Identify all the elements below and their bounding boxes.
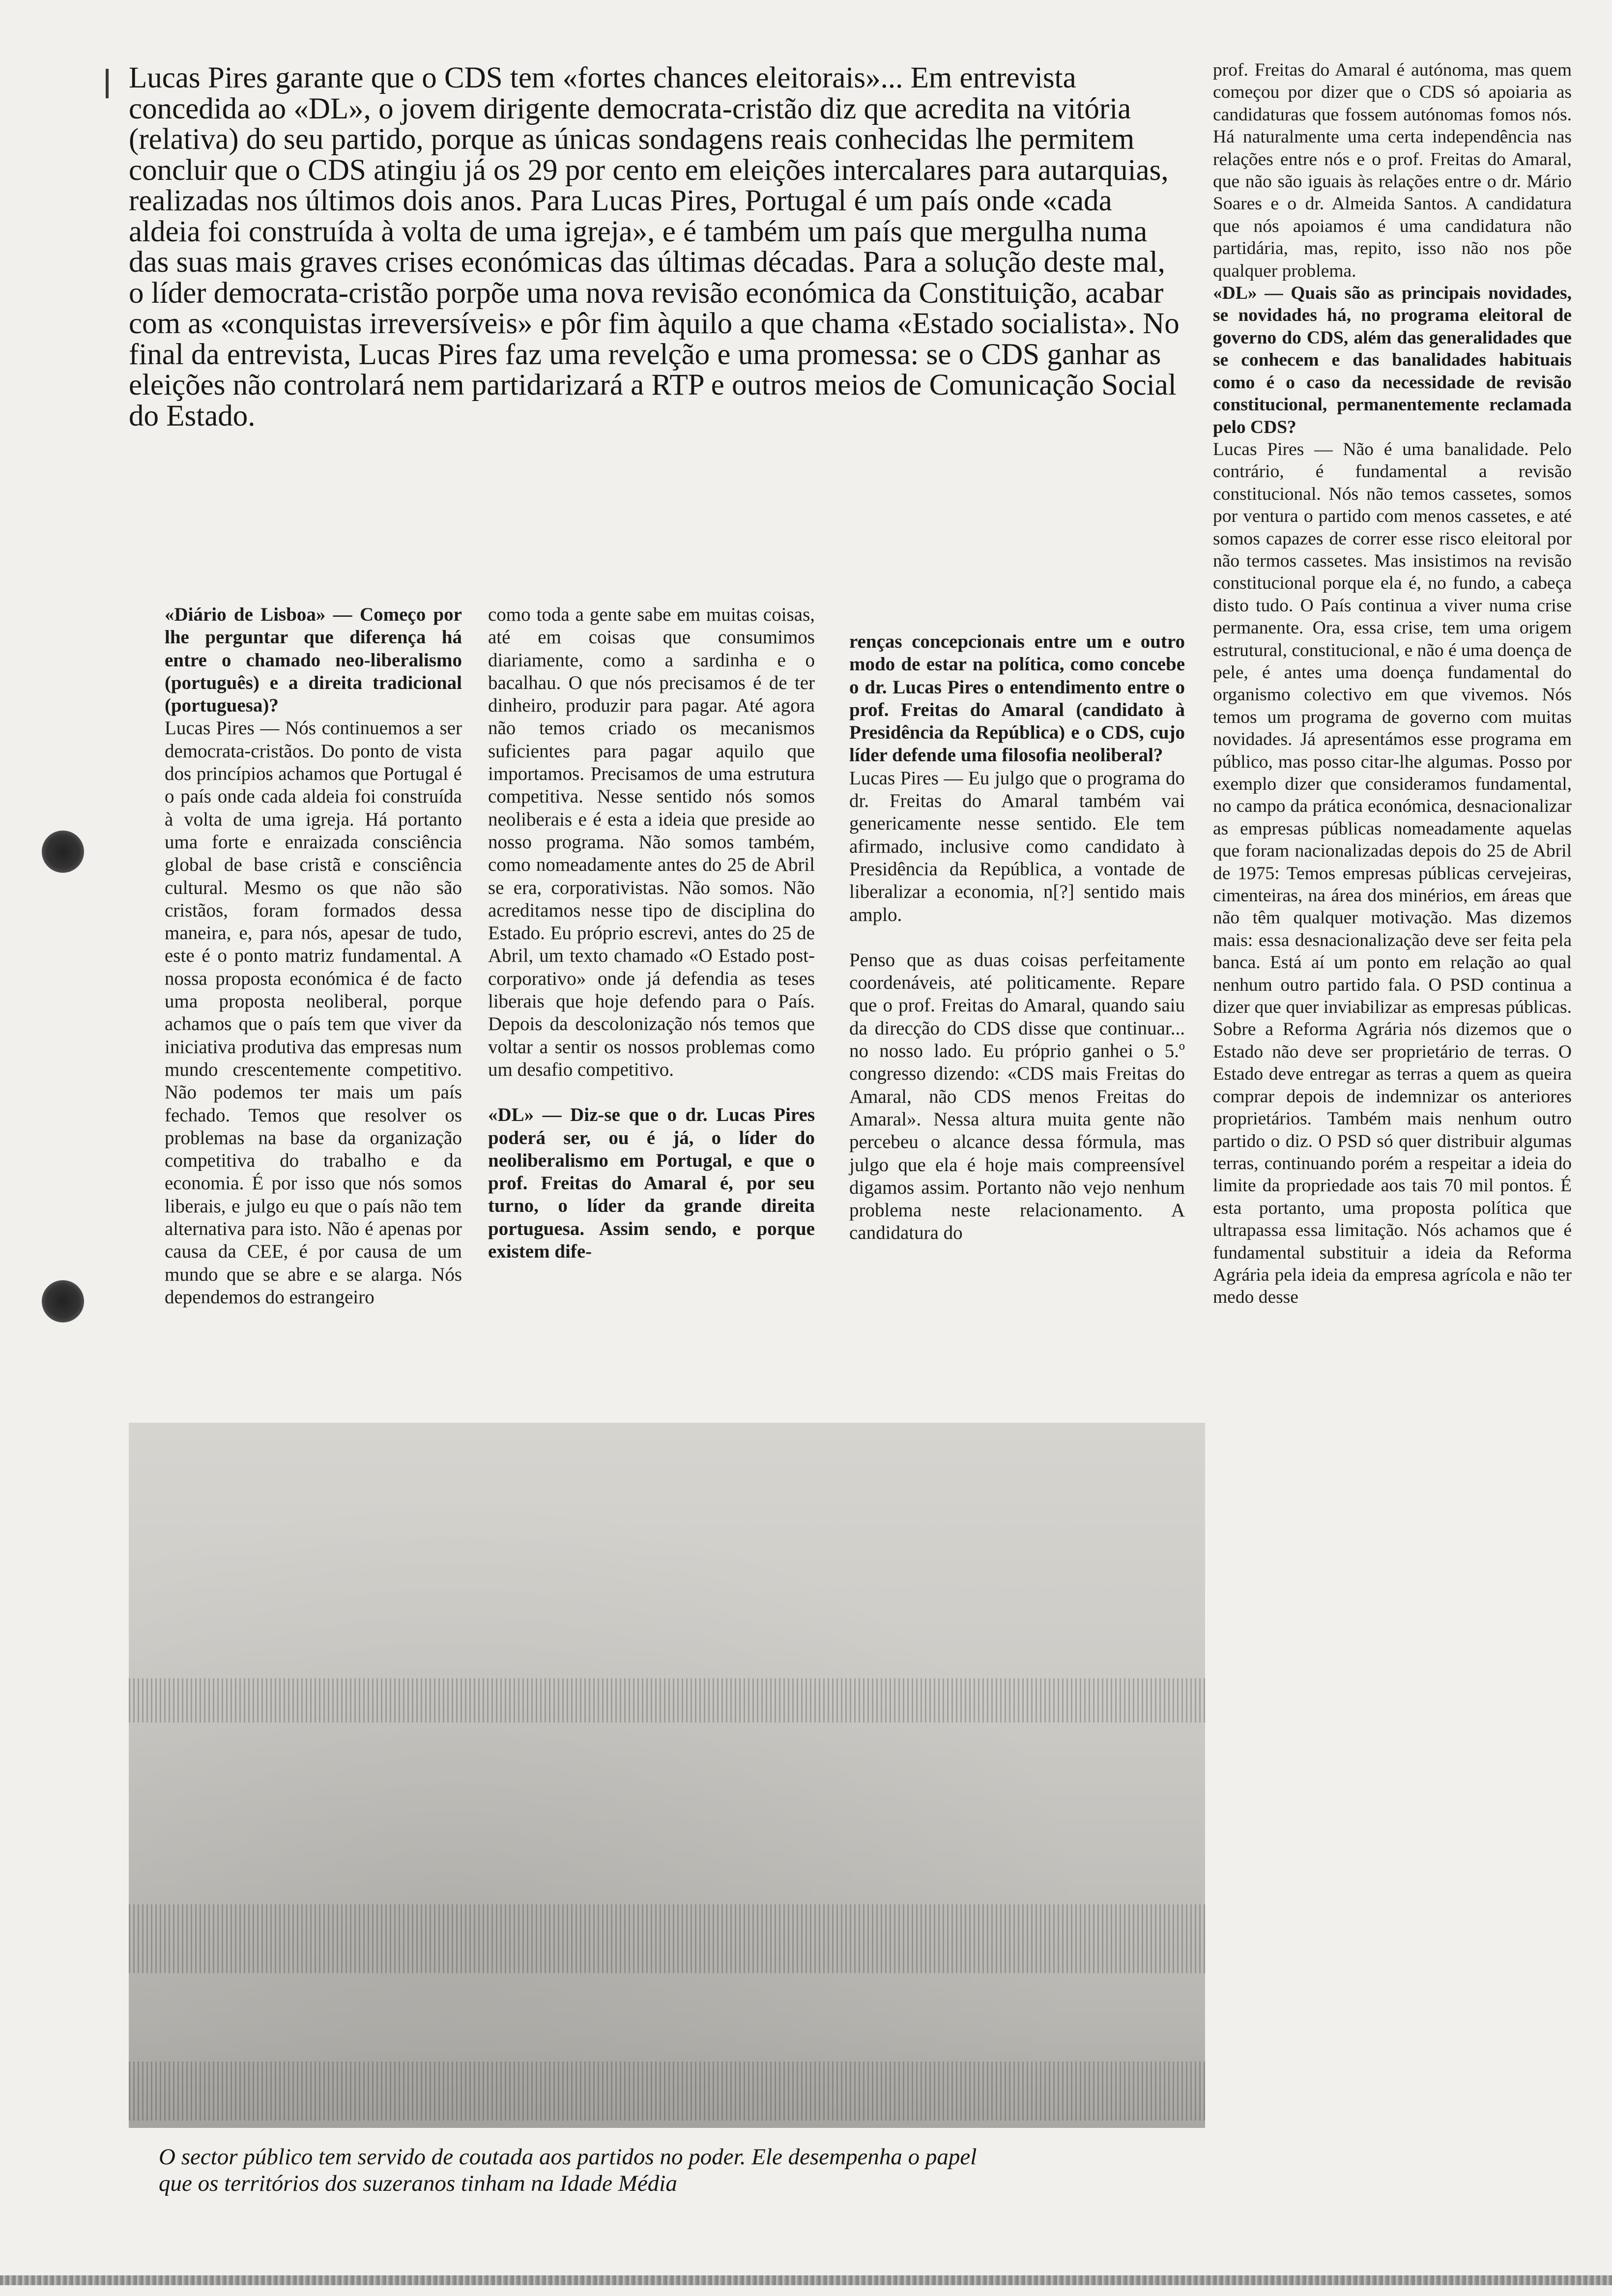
article-column-1 (165, 603, 462, 1309)
interview-answer-2-continued: Penso que as duas coisas perfeitamente coordenáveis, até politicamente. Repare que o prof. Freitas do Amaral, quando saiu da direcção do CDS disse que continuar... no nosso lado. Eu próprio ganhei o 5.º congresso dizendo: «CDS mais Freitas do Amaral, não CDS menos Freitas do Amaral». Nessa altura muita gente não percebeu o alcance dessa fórmula, mas julgo que ela é hoje mais compreensível digamos assim. Portanto não vejo nenhum problema neste relacionamento. A candidatura do (849, 949, 1185, 1244)
photo-texture-band (129, 1904, 1205, 1973)
interview-answer-1: Lucas Pires — Nós continuemos a ser democrata-cristãos. Do ponto de vista dos princípios achamos que Portugal é o país onde cada aldeia foi construída à volta de uma igreja. Há portanto uma forte e enraizada consciência global de base cristã e consciência cultural. Mesmo os que não são cristãos, foram formados dessa maneira, e, para nós, apesar de tudo, este é o ponto matriz fundamental. A nossa proposta económica é de facto uma proposta neoliberal, porque achamos que o país tem que viver da iniciativa produtiva das empresas num mundo crescentemente competitivo. Não podemos ter mais um país fechado. Temos que resolver os problemas na base da organização competitiva do trabalho e da economia. É por isso que nós somos liberais, e julgo eu que o país não tem alternativa para isto. Não é apenas por causa da CEE, é por causa de um mundo que se abre e se alarga. Nós dependemos do estrangeiro (165, 718, 462, 1308)
scan-artifact (0, 2275, 1612, 2285)
binder-hole-bottom (42, 1280, 84, 1322)
binder-hole-top (42, 831, 84, 873)
interview-answer-2-end: prof. Freitas do Amaral é autónoma, mas quem começou por dizer que o CDS só apoiaria as candidaturas que fossem autónomas fomos nós. Há naturalmente uma certa independência nas relações entre nós e o prof. Freitas do Amaral, que não são iguais às relações entre o dr. Mário Soares e o dr. Almeida Santos. A candidatura que nós apoiamos é uma candidatura não partidária, mas, repito, isso não nos põe qualquer problema. (1213, 60, 1572, 281)
interview-question-1: «Diário de Lisboa» — Começo por lhe perguntar que diferença há entre o chamado neo-liberalismo (português) e a direita tradicional (portuguesa)? (165, 604, 462, 717)
article-column-4 (1213, 59, 1572, 1309)
article-column-3 (849, 631, 1185, 1245)
interview-answer-2: Lucas Pires — Eu julgo que o programa do dr. Freitas do Amaral também vai genericamente nesse sentido. Ele tem afirmado, inclusive como candidato à Presidência da República, a vontade de liberalizar a economia, n[?] sentido mais amplo. (849, 767, 1185, 925)
interview-question-3: «DL» — Quais são as principais novidades, se novidades há, no programa eleitoral de governo do CDS, além das generalidades que se conhecem e das banalidades habituais como é o caso da necessidade de revisão constitucional, permanentemente reclamada pelo CDS? (1213, 283, 1572, 437)
photo-caption (159, 2144, 1210, 2197)
margin-mark (106, 69, 109, 98)
lead-paragraph: Lucas Pires garante que o CDS tem «fortes chances eleitorais»... Em entrevista concedida ao «DL», o jovem dirigente democrata-cristão diz que acredita na vitória (relativa) do seu partido, porque as únicas sondagens reais conhecidas lhe permitem concluir que o CDS atingiu já os 29 por cento em eleições intercalares para autarquias, realizadas nos últimos dois anos. Para Lucas Pires, Portugal é um país onde «cada aldeia foi construída à volta de uma igreja», e é também um país que mergulha numa das suas mais graves crises económicas das últimas décadas. Para a solução deste mal, o líder democrata-cristão porpõe uma nova revisão económica da Constituição, acabar com as «conquistas irreversíveis» e pôr fim àquilo a que chama «Estado socialista». No final da entrevista, Lucas Pires faz uma revelção e uma promessa: se o CDS ganhar as eleições não controlará nem partidarizará a RTP e outros meios de Comunicação Social do Estado. (129, 61, 1180, 432)
caption-line: O sector público tem servido de coutada aos partidos no poder. Ele desempenha o papel (159, 2144, 977, 2170)
caption-line: que os territórios dos suzeranos tinham na Idade Média (159, 2171, 677, 2196)
interview-answer-3: Lucas Pires — Não é uma banalidade. Pelo contrário, é fundamental a revisão constitucional. Nós não temos cassetes, somos por ventura o partido com menos cassetes, e até somos capazes de correr esse risco eleitoral por não termos cassetes. Mas insistimos na revisão constitucional porque ela é, no fundo, a cabeça disto tudo. O País continua a viver numa crise permanente. Ora, essa crise, tem uma origem estrutural, constitucional, e não é uma doença de pele, é antes uma doença fundamental do organismo colectivo em que vivemos. Nós temos um programa de governo com muitas novidades. Já apresentámos esse programa em público, mas posso citar-lhe algumas. Posso por exemplo dizer que consideramos fundamental, no campo da prática económica, desnacionalizar as empresas públicas nomeadamente aquelas que foram nacionalizadas depois do 25 de Abril de 1975: Temos empresas públicas cervejeiras, cimenteiras, na área dos minérios, em áreas que não têm qualquer motivação. Mas dizemos mais: essa desnacionalização deve ser feita pela banca. Está aí um ponto em relação ao qual nenhum outro partido fala. O PSD continua a dizer que quer inviabilizar as empresas públicas. Sobre a Reforma Agrária nós dizemos que o Estado não deve ser proprietário de terras. O Estado deve entregar as terras a quem as queira comprar depois de indemnizar os anteriores proprietários. Também mais nenhum outro partido o diz. O PSD só quer distribuir algumas terras, continuando porém a respeitar a ideia do limite da propriedade aos tais 70 mil pontos. É esta portanto, uma proposta política que ultrapassa essa limitação. Nós achamos que é fundamental substituir a ideia da Reforma Agrária pela ideia da empresa agrícola e não ter medo desse (1213, 439, 1572, 1308)
photo-texture-band (129, 2062, 1205, 2121)
interview-answer-1-continued: como toda a gente sabe em muitas coisas, até em coisas que consumimos diariamente, como a sardinha e o bacalhau. O que nós precisamos é de ter dinheiro, produzir para pagar. Até agora não temos criado os mecanismos suficientes para pagar aquilo que importamos. Precisamos de uma estrutura competitiva. Nesse sentido nós somos neoliberais e é esta a ideia que preside ao nosso programa. Não somos também, como nomeadamente antes do 25 de Abril se era, corporativistas. Não somos. Não acreditamos nesse tipo de disciplina do Estado. Eu próprio escrevi, antes do 25 de Abril, um texto chamado «O Estado post-corporativo» onde já defendia as teses liberais que hoje defendo para o País. Depois da descolonização nós temos que voltar a sentir os nossos problemas como um desafio competitivo. (488, 604, 815, 1080)
article-column-2 (488, 603, 815, 1263)
article-lead (129, 63, 1185, 431)
interview-question-2-continued: renças concepcionais entre um e outro modo de estar na política, como concebe o dr. Lucas Pires o entendimento entre o prof. Freitas do Amaral (candidato à Presidência da República) e o CDS, cujo líder defende uma filosofia neoliberal? (849, 631, 1185, 766)
article-photo (129, 1423, 1205, 2128)
interview-question-2: «DL» — Diz-se que o dr. Lucas Pires poderá ser, ou é já, o líder do neoliberalismo em Portugal, e que o prof. Freitas do Amaral é, por seu turno, o líder da grande direita portuguesa. Assim sendo, e porque existem dife- (488, 1104, 815, 1263)
photo-texture-band (129, 1678, 1205, 1722)
